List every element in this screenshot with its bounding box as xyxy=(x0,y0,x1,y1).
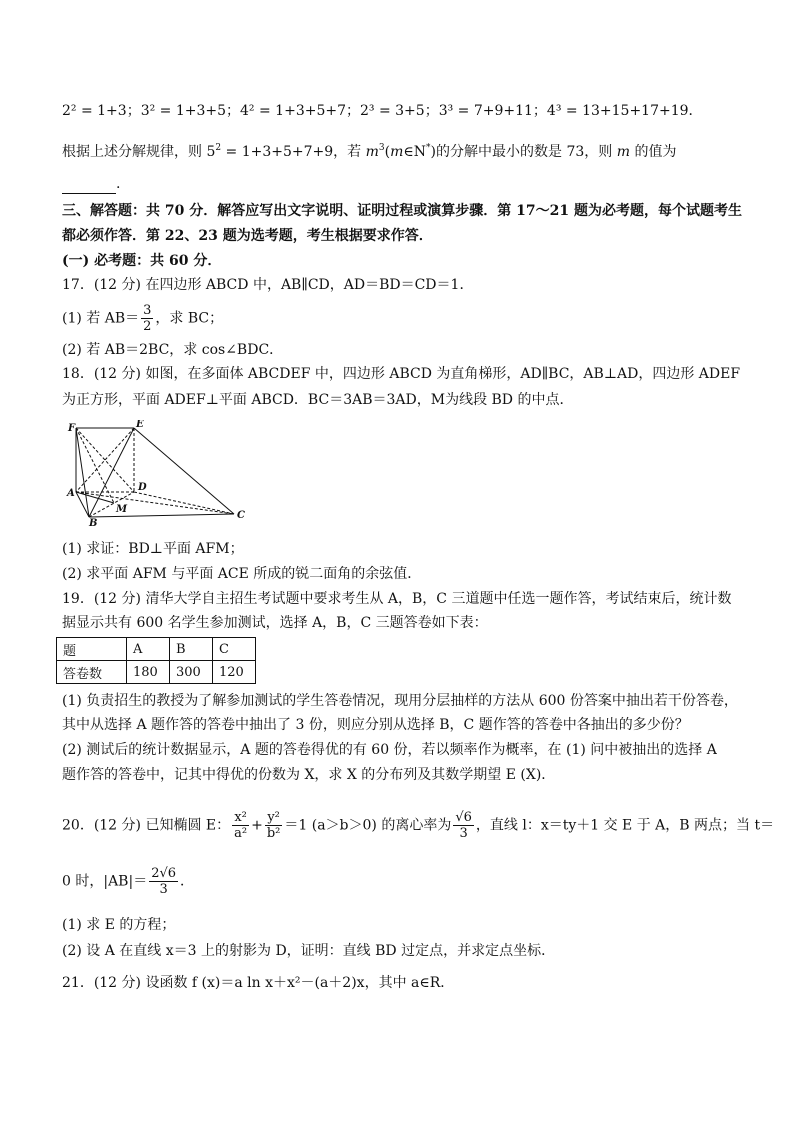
q19-part1-2: 其中从选择 A 题作答的答卷中抽出了 3 份，则应分别从选择 B，C 题作答的答卷中各抽出的多少份？ xyxy=(62,717,689,733)
polyhedron-figure xyxy=(62,420,252,530)
q19-part2-2: 题作答的答卷中，记其中得优的份数为 X，求 X 的分布列及其数学期望 E (X)． xyxy=(62,767,556,783)
section3-heading-cont: 都必须作答．第 22、23 题为选考题，考生根据要求作答． xyxy=(62,228,433,244)
fraction: $\frac{\text{y²}}{\text{b²}}$ xyxy=(266,810,281,841)
label-M: M xyxy=(116,504,128,515)
table-cell: C xyxy=(213,638,256,661)
section3-heading: 三、解答题：共 70 分．解答应写出文字说明、证明过程或演算步骤．第 17～21 题为必考题，每个试题考生 xyxy=(62,203,742,219)
q19-part2-1: (2) 测试后的统计数据显示，A 题的答卷得优的有 60 份，若以频率作为概率，在 (1) 问中被抽出的选择 A xyxy=(62,742,717,758)
table-cell: 300 xyxy=(170,661,213,684)
answer-blank-line: . xyxy=(62,174,120,194)
q18-stem-1: 18．(12 分) 如图，在多面体 ABCDEF 中，四边形 ABCD 为直角梯形，AD∥BC，AB⊥AD，四边形 ADEF xyxy=(62,366,741,382)
table-cell: 答卷数 xyxy=(57,661,127,684)
q19-part1-1: (1) 负责招生的教授为了解参加测试的学生答卷情况，现用分层抽样的方法从 600 份答案中抽出若干份答卷， xyxy=(62,693,738,709)
q20-part1: (1) 求 E 的方程； xyxy=(62,917,176,933)
label-F: F xyxy=(68,423,76,434)
pattern-question-line: 根据上述分解规律，则 $5^2 = 1+3+5+7+9$，若 $m^3(m\in N^*)$的分解中最小的数是 73，则 m 的值为 xyxy=(62,143,677,160)
subsection-required: (一) 必考题：共 60 分． xyxy=(62,253,222,269)
q20-stem-1: 20．(12 分) 已知椭圆 E： $\frac{\text{x²}}{\text{a²}}$ + $\frac{\text{y²}}{\text{b²}}$ ＝1 (a＞b＞0) 的离心率为 $\frac{√6}{3}$ ，直线 l：x＝ty＋1 交 E 于 A，B 两点；当 t＝ xyxy=(62,810,775,841)
q20-part2: (2) 设 A 在直线 x＝3 上的射影为 D，证明：直线 BD 过定点，并求定点坐标． xyxy=(62,943,556,959)
table-row xyxy=(57,638,256,661)
fraction: $\frac{√6}{3}$ xyxy=(455,810,472,841)
q19-stem-2: 据显示共有 600 名学生参加测试，选择 A，B，C 三题答卷如下表： xyxy=(62,615,488,631)
label-D: D xyxy=(138,482,147,493)
label-E: E xyxy=(136,420,144,430)
table-cell: B xyxy=(170,638,213,661)
q20-stem-2: 0 时，|AB|＝ $\frac{2√6}{3}$ ． xyxy=(62,866,195,897)
q17-part2: (2) 若 AB＝2BC，求 cos∠BDC． xyxy=(62,342,284,358)
table-cell: 180 xyxy=(127,661,170,684)
table-cell: A xyxy=(127,638,170,661)
q18-stem-2: 为正方形，平面 ADEF⊥平面 ABCD．BC＝3AB＝3AD，M为线段 BD 的中点． xyxy=(62,392,574,408)
table-cell: 题 xyxy=(57,638,127,661)
label-B: B xyxy=(89,518,98,529)
answer-count-table xyxy=(56,637,256,684)
q18-part2: (2) 求平面 AFM 与平面 ACE 所成的锐二面角的余弦值． xyxy=(62,566,422,582)
label-A: A xyxy=(67,488,75,499)
table-cell: 120 xyxy=(213,661,256,684)
pattern-line: 2² = 1+3；3² = 1+3+5；4² = 1+3+5+7；2³ = 3+5；3³ = 7+9+11；4³ = 13+15+17+19． xyxy=(62,103,703,119)
q18-part1: (1) 求证：BD⊥平面 AFM； xyxy=(62,541,244,557)
fraction: $\frac{\text{x²}}{\text{a²}}$ xyxy=(234,810,248,841)
fraction: $\frac{2√6}{3}$ xyxy=(151,866,177,897)
q21-stem: 21．(12 分) 设函数 f (x)＝a ln x＋x²－(a＋2)x，其中 a∈R． xyxy=(62,975,455,991)
q17-part1: (1) 若 AB＝ $\frac{3}{2}$ ，求 BC； xyxy=(62,303,224,334)
q17-stem: 17．(12 分) 在四边形 ABCD 中，AB∥CD，AD＝BD＝CD＝1． xyxy=(62,277,474,293)
answer-blank[interactable] xyxy=(62,179,116,194)
fraction: $\frac{3}{2}$ xyxy=(143,303,152,334)
q19-stem-1: 19．(12 分) 清华大学自主招生考试题中要求考生从 A，B，C 三道题中任选一题作答，考试结束后，统计数 xyxy=(62,591,732,607)
table-row xyxy=(57,661,256,684)
label-C: C xyxy=(237,510,245,521)
